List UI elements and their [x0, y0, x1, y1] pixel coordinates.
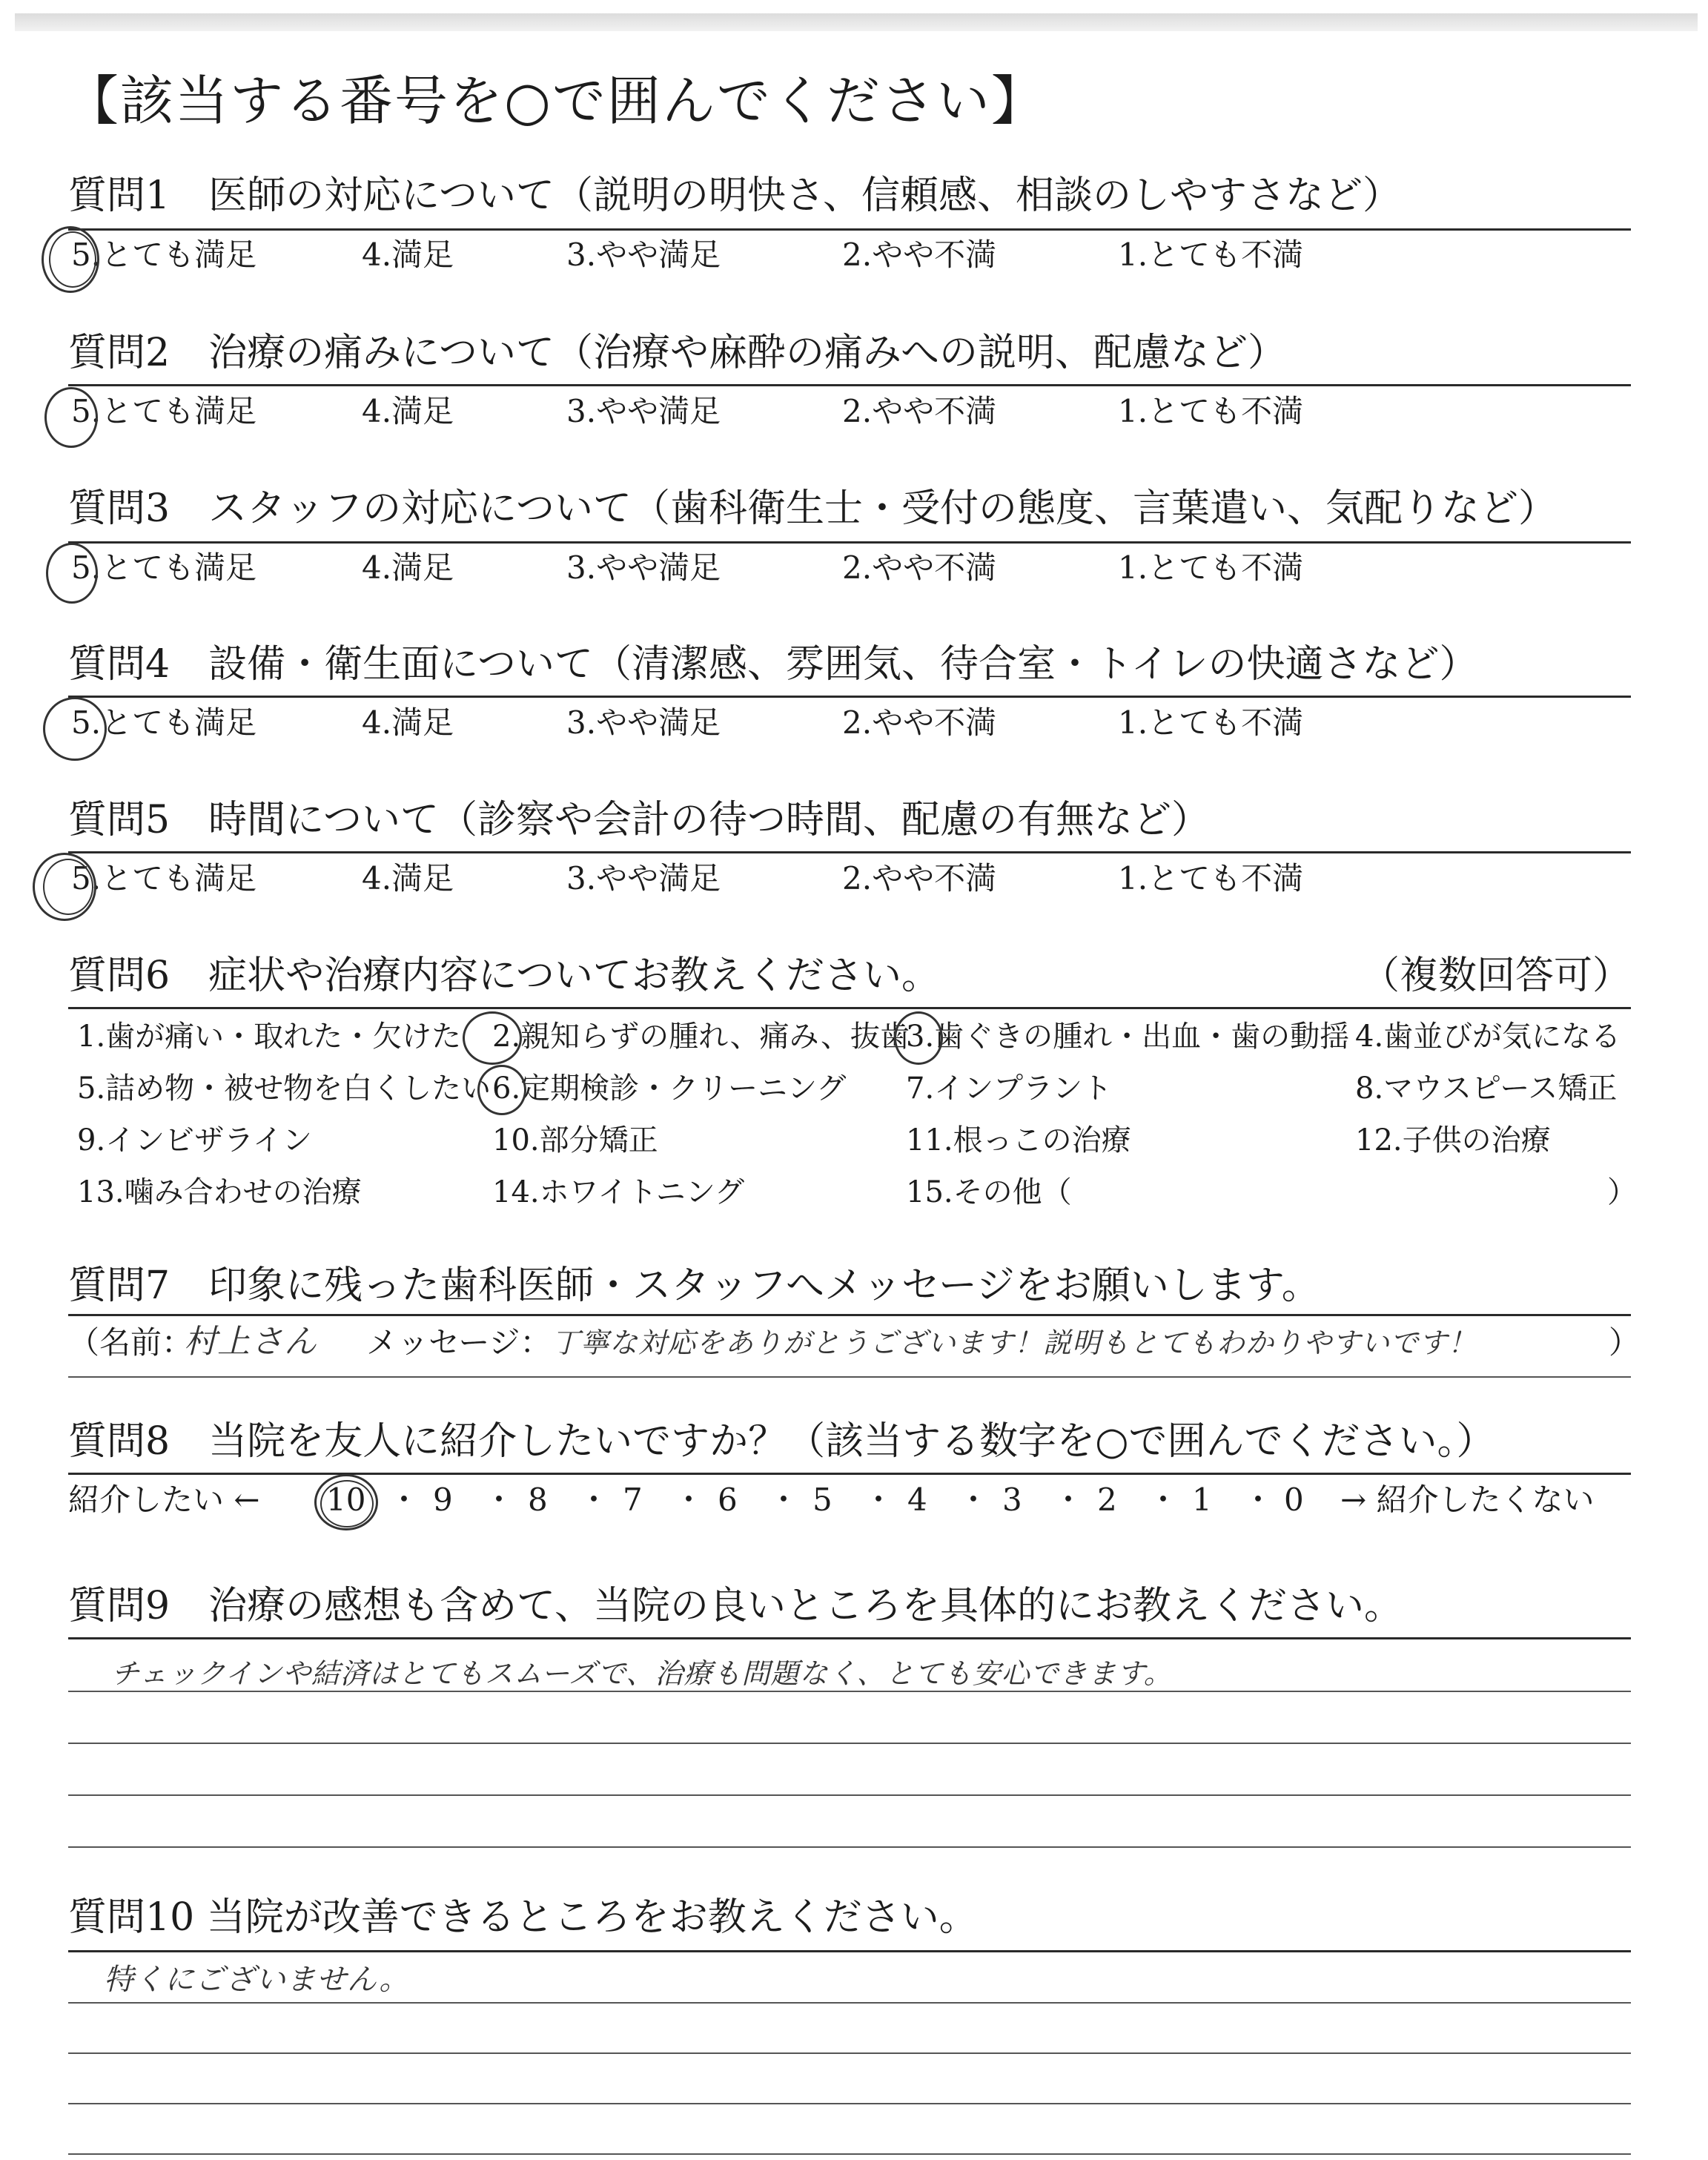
- q7-name-value[interactable]: 村上さん: [184, 1323, 317, 1361]
- q9-answer-line-2: [68, 1743, 1631, 1744]
- q8-scale-2[interactable]: 2: [1097, 1482, 1117, 1518]
- q1-selection-circle-inner: [49, 231, 96, 288]
- q3-option-5[interactable]: 5.とても満足: [71, 549, 257, 586]
- q8-scale-separator: ・: [483, 1482, 515, 1518]
- q9-rule: [68, 1637, 1631, 1639]
- q8-scale-9[interactable]: 9: [433, 1482, 453, 1518]
- q7-bottom-rule: [68, 1376, 1631, 1378]
- q8-scale-10[interactable]: 10: [326, 1482, 366, 1518]
- q10-answer-line-3: [68, 2103, 1631, 2104]
- q2-option-4[interactable]: 4.満足: [362, 393, 454, 429]
- q6-item-3-selection-circle: [894, 1011, 943, 1065]
- q5-option-1[interactable]: 1.とても不満: [1118, 860, 1304, 896]
- q2-option-5[interactable]: 5.とても満足: [71, 393, 257, 429]
- q8-rule: [68, 1473, 1631, 1475]
- q8-scale-3[interactable]: 3: [1002, 1482, 1022, 1518]
- q9-title: 質問9 治療の感想も含めて、当院の良いところを具体的にお教えください。: [68, 1584, 1403, 1628]
- q4-rule: [68, 696, 1631, 698]
- q6-item-4[interactable]: 4.歯並びが気になる: [1355, 1020, 1621, 1054]
- q4-option-5[interactable]: 5.とても満足: [71, 704, 257, 741]
- q8-scale-separator: ・: [863, 1482, 895, 1518]
- q3-option-1[interactable]: 1.とても不満: [1118, 549, 1304, 586]
- q1-option-1[interactable]: 1.とても不満: [1118, 237, 1304, 273]
- q6-item-7[interactable]: 7.インプラント: [906, 1071, 1113, 1106]
- q8-scale-separator: ・: [1148, 1482, 1179, 1518]
- q3-option-4[interactable]: 4.満足: [362, 549, 454, 586]
- q4-option-3[interactable]: 3.やや満足: [566, 704, 721, 741]
- q3-title: 質問3 スタッフの対応について（歯科衛生士・受付の態度、言葉遣い、気配りなど）: [68, 486, 1558, 531]
- q6-item-10[interactable]: 10.部分矯正: [492, 1123, 658, 1157]
- q8-scale-separator: ・: [1053, 1482, 1085, 1518]
- q8-scale-separator: ・: [673, 1482, 705, 1518]
- q4-selection-circle: [43, 697, 107, 761]
- q1-title: 質問1 医師の対応について（説明の明快さ、信頼感、相談のしやすさなど）: [68, 174, 1401, 218]
- q8-scale-6[interactable]: 6: [718, 1482, 738, 1518]
- q6-item-9[interactable]: 9.インビザライン: [77, 1123, 312, 1157]
- q8-scale-1[interactable]: 1: [1192, 1482, 1212, 1518]
- q3-option-3[interactable]: 3.やや満足: [566, 549, 721, 586]
- q2-option-1[interactable]: 1.とても不満: [1118, 393, 1304, 429]
- q10-title: 質問10 当院が改善できるところをお教えください。: [68, 1895, 978, 1940]
- q6-item-2-selection-circle: [463, 1011, 522, 1065]
- q7-message-label: メッセージ：: [366, 1324, 552, 1361]
- q4-option-1[interactable]: 1.とても不満: [1118, 704, 1304, 741]
- q8-right-label: → 紹介したくない: [1340, 1482, 1595, 1518]
- q7-message-value[interactable]: 丁寧な対応をありがとうございます！説明もとてもわかりやすいです！: [552, 1327, 1477, 1359]
- q6-item-11[interactable]: 11.根っこの治療: [906, 1123, 1131, 1157]
- q10-answer-line-4: [68, 2153, 1631, 2155]
- q8-scale-separator: ・: [578, 1482, 610, 1518]
- q8-scale-separator: ・: [388, 1482, 420, 1518]
- q5-selection-circle-inner: [43, 859, 93, 915]
- q9-answer[interactable]: チェックインや結済はとてもスムーズで、治療も問題なく、とても安心できます。: [111, 1657, 1173, 1690]
- q6-item-3[interactable]: 3.歯ぐきの腫れ・出血・歯の動揺: [906, 1020, 1350, 1054]
- q8-selection-circle-inner: [320, 1480, 374, 1527]
- scan-top-edge: [15, 13, 1698, 31]
- q6-multiple-answer-note: （複数回答可）: [1361, 954, 1632, 998]
- form-instruction-header: 【該当する番号を○で囲んでください】: [65, 70, 1046, 132]
- q10-answer-line-2: [68, 2052, 1631, 2054]
- q3-rule: [68, 541, 1631, 544]
- q6-rule: [68, 1007, 1631, 1009]
- q7-name-label: （名前：: [68, 1324, 193, 1361]
- q9-answer-line-4: [68, 1846, 1631, 1848]
- q8-scale-separator: ・: [1242, 1482, 1274, 1518]
- q2-option-3[interactable]: 3.やや満足: [566, 393, 721, 429]
- q2-rule: [68, 384, 1631, 386]
- q10-answer[interactable]: 特くにございません。: [104, 1963, 410, 1997]
- q9-answer-line-1: [68, 1691, 1631, 1692]
- q9-answer-line-3: [68, 1794, 1631, 1796]
- q6-item-2[interactable]: 2.親知らずの腫れ、痛み、抜歯: [492, 1020, 910, 1054]
- q8-scale-separator: ・: [958, 1482, 990, 1518]
- q2-selection-circle: [44, 387, 98, 448]
- q6-item-6[interactable]: 6.定期検診・クリーニング: [492, 1071, 847, 1106]
- q6-item-1[interactable]: 1.歯が痛い・取れた・欠けた: [77, 1020, 462, 1054]
- q5-rule: [68, 851, 1631, 853]
- q5-option-4[interactable]: 4.満足: [362, 860, 454, 896]
- q5-option-2[interactable]: 2.やや不満: [842, 860, 997, 896]
- q3-option-2[interactable]: 2.やや不満: [842, 549, 997, 586]
- q8-scale-0[interactable]: 0: [1284, 1482, 1304, 1518]
- q6-item-13[interactable]: 13.噛み合わせの治療: [77, 1175, 362, 1209]
- q2-title: 質問2 治療の痛みについて（治療や麻酔の痛みへの説明、配慮など）: [68, 331, 1287, 375]
- q4-title: 質問4 設備・衛生面について（清潔感、雰囲気、待合室・トイレの快適さなど）: [68, 642, 1478, 687]
- q6-item-15-close: ）: [1607, 1175, 1637, 1209]
- q5-option-3[interactable]: 3.やや満足: [566, 860, 721, 896]
- q1-option-5[interactable]: 5.とても満足: [71, 237, 257, 273]
- q8-scale-separator: ・: [768, 1482, 800, 1518]
- q8-scale-5[interactable]: 5: [812, 1482, 833, 1518]
- q3-selection-circle: [46, 543, 98, 604]
- q10-answer-line-1: [68, 2002, 1631, 2004]
- q8-scale-4[interactable]: 4: [907, 1482, 927, 1518]
- q6-item-6-selection-circle: [477, 1065, 526, 1115]
- q6-item-15-other[interactable]: 15.その他（: [906, 1175, 1072, 1209]
- q1-option-3[interactable]: 3.やや満足: [566, 237, 721, 273]
- q4-option-2[interactable]: 2.やや不満: [842, 704, 997, 741]
- q8-scale-7[interactable]: 7: [623, 1482, 643, 1518]
- q10-rule: [68, 1950, 1631, 1952]
- q1-option-2[interactable]: 2.やや不満: [842, 237, 997, 273]
- q7-close-paren: ）: [1609, 1324, 1641, 1361]
- q1-rule: [68, 228, 1631, 231]
- q1-option-4[interactable]: 4.満足: [362, 237, 454, 273]
- q6-item-14[interactable]: 14.ホワイトニング: [492, 1175, 745, 1209]
- q6-item-12[interactable]: 12.子供の治療: [1355, 1123, 1551, 1157]
- q8-title: 質問8 当院を友人に紹介したいですか？（該当する数字を○で囲んでください。）: [68, 1419, 1495, 1464]
- q5-title: 質問5 時間について（診察や会計の待つ時間、配慮の有無など）: [68, 798, 1211, 842]
- q6-item-5[interactable]: 5.詰め物・被せ物を白くしたい: [77, 1071, 491, 1106]
- q4-option-4[interactable]: 4.満足: [362, 704, 454, 741]
- q8-scale-8[interactable]: 8: [528, 1482, 548, 1518]
- q7-title: 質問7 印象に残った歯科医師・スタッフへメッセージをお願いします。: [68, 1264, 1320, 1308]
- q6-title: 質問6 症状や治療内容についてお教えください。: [68, 954, 941, 998]
- q8-left-label: 紹介したい ←: [68, 1482, 260, 1518]
- q2-option-2[interactable]: 2.やや不満: [842, 393, 997, 429]
- q7-rule: [68, 1314, 1631, 1316]
- q5-option-5[interactable]: 5.とても満足: [71, 860, 257, 896]
- q6-item-8[interactable]: 8.マウスピース矯正: [1355, 1071, 1618, 1106]
